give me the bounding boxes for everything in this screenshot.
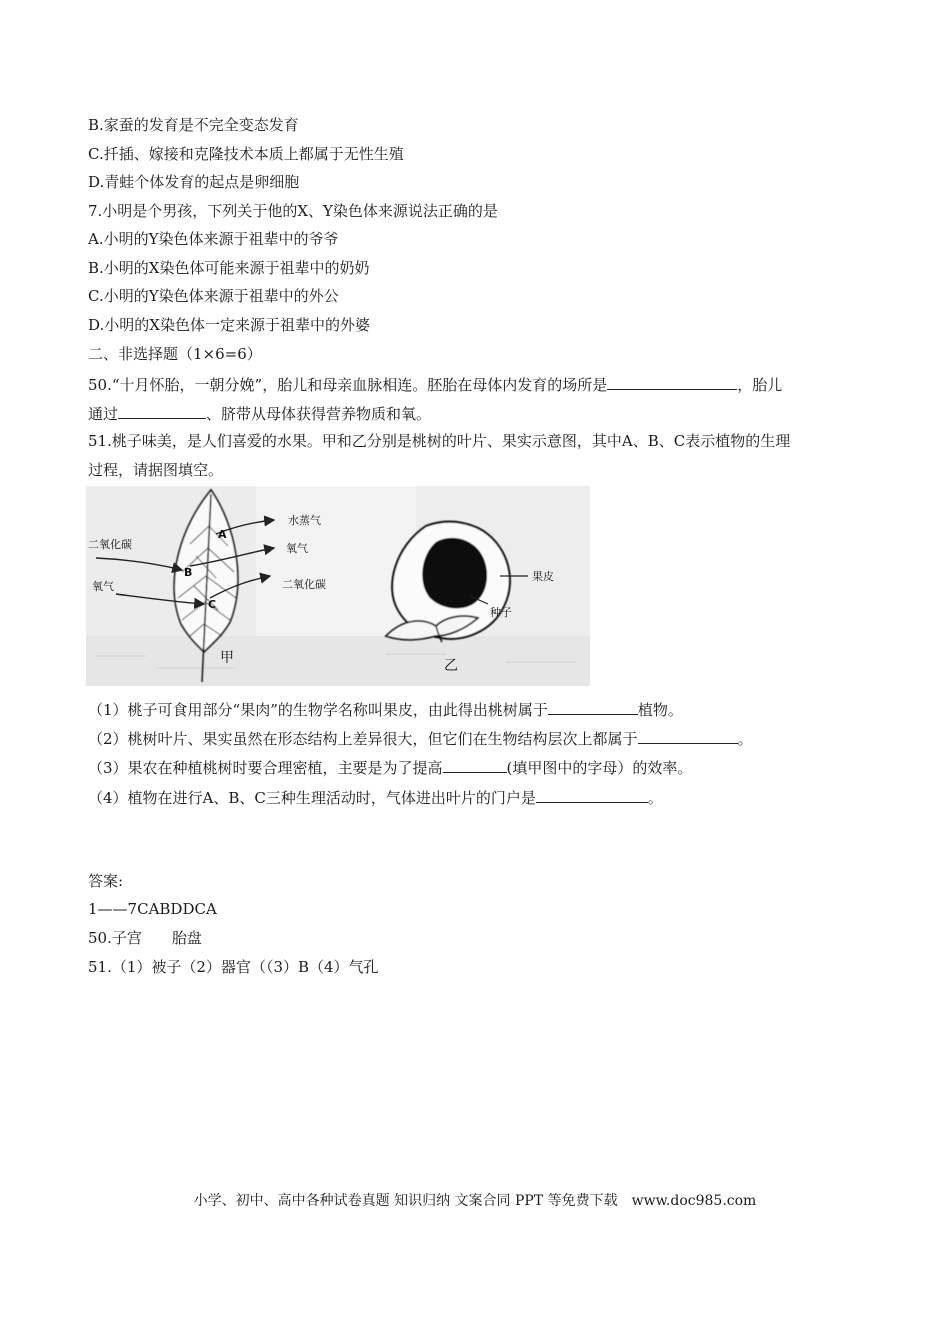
q51-sub-2-text-b: 。 (737, 730, 753, 748)
q7-option-c: C.小明的Y染色体来源于祖辈中的外公 (88, 287, 339, 305)
q51-sub-4 (88, 786, 663, 808)
q51-sub-2 (88, 727, 753, 749)
q51-sub-4-blank (536, 786, 648, 803)
q51-sub-4-text-b: 。 (647, 789, 663, 807)
label-oxygen-right: 氧气 (286, 542, 308, 555)
label-peel: 果皮 (532, 570, 554, 583)
q7-stem: 7.小明是个男孩，下列关于他的X、Y染色体来源说法正确的是 (88, 202, 498, 220)
label-water-vapor: 水蒸气 (288, 514, 321, 527)
q51-sub-1-text-b: 植物。 (637, 701, 683, 719)
label-oxygen-left: 氧气 (92, 580, 114, 593)
q6-option-b: B.家蚕的发育是不完全变态发育 (88, 116, 299, 134)
q7-option-d: D.小明的X染色体一定来源于祖辈中的外婆 (88, 316, 370, 334)
q51-line-2: 过程，请据图填空。 (88, 461, 224, 479)
q50-text-3: 通过 (88, 405, 119, 423)
q7-option-b: B.小明的X染色体可能来源于祖辈中的奶奶 (88, 259, 370, 277)
q50-blank-1 (607, 373, 737, 390)
q50-line-1 (88, 373, 782, 395)
label-process-a: A (218, 528, 227, 541)
caption-jia: 甲 (220, 650, 234, 666)
q50-text-2: ，胎儿 (737, 376, 783, 394)
q51-sub-1-blank (548, 698, 638, 715)
section-2-title: 二、非选择题（1×6=6） (88, 345, 262, 363)
q50-blank-2 (118, 402, 206, 419)
q51-sub-3-blank (443, 756, 507, 773)
answers-line-2: 50.子宫 胎盘 (88, 929, 202, 947)
leaf-fruit-diagram (86, 486, 590, 686)
q51-sub-1-text-a: （1）桃子可食用部分“果肉”的生物学名称叫果皮，由此得出桃树属于 (88, 701, 548, 719)
q50-text-4: 、脐带从母体获得营养物质和氧。 (206, 405, 432, 423)
q51-sub-1 (88, 698, 683, 720)
label-co2-right: 二氧化碳 (282, 578, 326, 591)
q7-option-a: A.小明的Y染色体来源于祖辈中的爷爷 (88, 230, 339, 248)
q50-line-2 (88, 402, 431, 424)
q51-sub-3-text-b: (填甲图中的字母）的效率。 (506, 759, 693, 777)
answers-title: 答案: (88, 872, 124, 890)
q51-sub-2-blank (638, 727, 738, 744)
q6-option-c: C.扦插、嫁接和克隆技术本质上都属于无性生殖 (88, 145, 404, 163)
q51-sub-3 (88, 756, 692, 778)
q51-sub-2-text-a: （2）桃树叶片、果实虽然在形态结构上差异很大，但它们在生物结构层次上都属于 (88, 730, 638, 748)
page-footer: 小学、初中、高中各种试卷真题 知识归纳 文案合同 PPT 等免费下载 www.doc985.com (193, 1193, 757, 1209)
q51-line-1: 51.桃子味美，是人们喜爱的水果。甲和乙分别是桃树的叶片、果实示意图，其中A、B、C表示植物的生理 (88, 432, 791, 450)
label-process-c: C (208, 598, 217, 611)
label-process-b: B (184, 566, 193, 579)
q6-option-d: D.青蛙个体发育的起点是卵细胞 (88, 173, 300, 191)
q51-sub-3-text-a: （3）果农在种植桃树时要合理密植，主要是为了提高 (88, 759, 443, 777)
answers-line-3: 51.（1）被子（2）器官（（3）B（4）气孔 (88, 958, 379, 976)
q50-text-1: 50.“十月怀胎，一朝分娩”，胎儿和母亲血脉相连。胚胎在母体内发育的场所是 (88, 376, 608, 394)
q51-figure (86, 486, 590, 686)
caption-yi: 乙 (444, 658, 458, 674)
q51-sub-4-text-a: （4）植物在进行A、B、C三种生理活动时，气体进出叶片的门户是 (88, 789, 536, 807)
label-seed: 种子 (490, 606, 512, 619)
answers-line-1: 1——7CABDDCA (88, 900, 217, 918)
label-co2-left: 二氧化碳 (88, 538, 132, 551)
